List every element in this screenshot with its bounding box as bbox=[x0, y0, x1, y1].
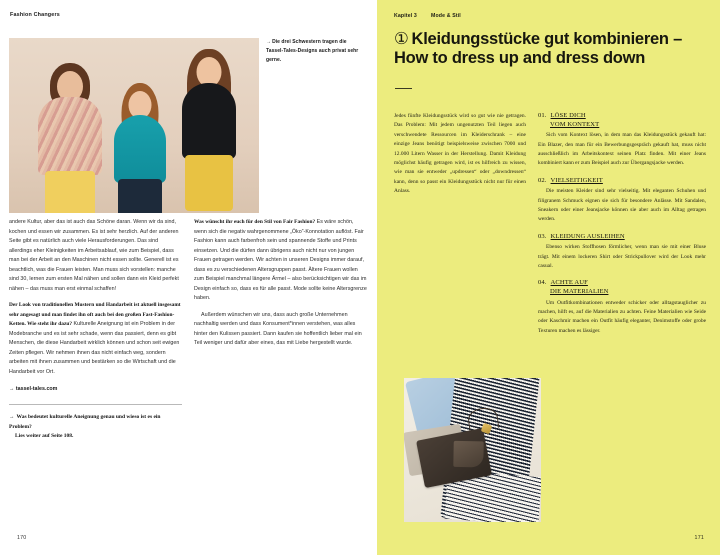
figure-left bbox=[31, 53, 109, 213]
interview-answer: Es wäre schön, wenn sich die negativ wahrgenommene „Öko“-Konnotation auflöst. Fair Fashion kann auch farbenfroh sein und spannende Stoffe und Prints einsetzen. Und die dürfen dann übrigens auch nicht nur von jungen Frauen getragen werden. Wir achten in unseren Designs immer darauf, dass es zu verschiedenen Altersgruppen passt. Ältere Frauen wollen zum Beispiel manchmal längere Ärmel – also berücksichtigen wir das im Design einfach so, dass es für alle passt. Mode sollte keine Altersgrenze haben. bbox=[194, 219, 367, 301]
right-page bbox=[377, 0, 720, 555]
see-also-note[interactable] bbox=[9, 413, 182, 442]
tip-title-line-one: ACHTE AUF bbox=[550, 279, 588, 287]
tip-number: 03. bbox=[538, 232, 547, 240]
see-also-line-two: Lies weiter auf Seite 108. bbox=[15, 433, 74, 440]
interview-question: Der Look von traditionellen Mustern und Handarbeit ist aktuell insgesamt sehr angesagt und man findet ihn oft auch bei den großen Fast-Fashion-Ketten. Wie steht ihr dazu? bbox=[9, 302, 181, 327]
tip-body: Sich vom Kontext lösen, in dem man das Kleidungsstück gekauft hat: Ein Blazer, den man für ein Bewerbungsgespräch gekauft hat, muss nicht ausschließlich im Arbeitskontext seinen Platz finden. Mit einer Jeans kombiniert kann er zum Beispiel auch zur Übergangsjacke werden. bbox=[538, 132, 706, 167]
page-title bbox=[394, 30, 706, 69]
tip-item-01 bbox=[538, 112, 706, 169]
tip-title-line-one: VIELSEITIGKEIT bbox=[550, 176, 603, 184]
tip-title-line-two: VOM KONTEXT bbox=[550, 120, 600, 128]
see-also-line-one: Was bedeutet kulturelle Aneignung genau und wieso ist es ein Problem? bbox=[9, 414, 161, 430]
figure-right bbox=[169, 45, 249, 213]
three-sisters-photo bbox=[9, 38, 259, 213]
paragraph-continuation: andere Kultur, aber das ist auch das Schöne daran. Wenn wir da sind, kochen und essen wir zusammen. Es ist sehr herzlich. Auf der anderen Seite gibt es natürlich auch viele Herausforderungen. Das sind allerdings eher Kleinigkeiten im Arbeitsablauf, wie zum Beispiel, dass man bei der Arbeit an den Maschinen nicht essen sollte. Generell ist es beachtlich, was die Frauen leisten. Man muss sich vorstellen: manche sind 30, lernen zum ersten Mal nähen und sollen dann ein Kleid perfekt nähen – das muss man erst einmal schaffen! bbox=[9, 219, 179, 292]
page-title-line-one: Kleidungsstücke gut kombinieren – bbox=[411, 30, 683, 48]
chapter-label: Kapitel 3 bbox=[394, 13, 417, 19]
tip-item-03 bbox=[538, 233, 706, 272]
page-number-right: 171 bbox=[694, 535, 704, 541]
tip-item-04 bbox=[538, 279, 706, 336]
intro-column bbox=[394, 112, 526, 344]
torso-shape bbox=[114, 115, 166, 183]
tip-number: 04. bbox=[538, 279, 547, 287]
divider-rule bbox=[9, 404, 182, 405]
right-page-columns bbox=[394, 112, 706, 344]
tip-title-line-two: DIE MATERIALIEN bbox=[550, 287, 609, 295]
interview-question: Was wünscht ihr euch für den Stil von Fair Fashion? bbox=[194, 219, 316, 225]
legs-shape bbox=[118, 179, 162, 213]
interview-answer: Kulturelle Aneignung ist ein Problem in der Modebranche und es ist sehr schade, wenn das passiert, denn es gibt Menschen, die diese Handarbeit wirklich können und schon seit ewigen Zeiten pflegen. Wir nehmen ihnen das nicht einfach weg, sondern arbeiten mit ihnen zusammen und bestärken so die Wirtschaft und die Handarbeit vor Ort. bbox=[9, 321, 180, 375]
torso-shape bbox=[182, 83, 236, 159]
running-head-right bbox=[394, 13, 461, 19]
tip-item-02 bbox=[538, 177, 706, 225]
running-head-left: Fashion Changers bbox=[10, 12, 60, 18]
tip-body: Ebenso wirken Stoffhosen förmlicher, wenn man sie mit einer Bluse trägt. Mit einem lockeren Shirt oder Strickpullover wird der Look mehr casual. bbox=[538, 244, 706, 269]
photo-caption-text: Die drei Schwestern tragen die Tassel-Tales-Designs auch privat sehr gerne. bbox=[266, 39, 359, 63]
tips-column bbox=[538, 112, 706, 344]
flatlay-photo bbox=[404, 378, 541, 522]
arrow-right-icon: → bbox=[266, 39, 272, 45]
circled-one-icon: ① bbox=[394, 30, 409, 48]
interview-qa-one bbox=[9, 301, 182, 377]
arrow-right-icon: → bbox=[9, 386, 15, 392]
tip-body: Um Outfitkombinationen entweder schicker oder alltagstauglicher zu machen, hilft es, auf die Materialien zu achten. Feine Materialien wie Seide oder Kaschmir machen ein Outfit häufig eleganter, Denimstoffe oder grobe Texturen machen es lässiger. bbox=[538, 299, 706, 334]
photo-caption bbox=[266, 38, 362, 64]
website-link[interactable] bbox=[9, 386, 182, 392]
tip-heading bbox=[538, 112, 706, 129]
tip-number: 01. bbox=[538, 112, 547, 119]
legs-shape bbox=[185, 155, 233, 211]
column-two bbox=[194, 218, 367, 442]
website-link-label: tassel-tales.com bbox=[15, 386, 58, 392]
legs-shape bbox=[45, 171, 95, 213]
tip-heading bbox=[538, 177, 706, 186]
tip-title-line-one: KLEIDUNG AUSLEIHEN bbox=[550, 232, 625, 240]
arrow-right-icon: → bbox=[9, 414, 15, 420]
page-title-line-two: How to dress up and dress down bbox=[394, 49, 646, 68]
tip-title-line-one: LÖSE DICH bbox=[550, 112, 586, 119]
tip-number: 02. bbox=[538, 176, 547, 184]
tip-heading bbox=[538, 279, 706, 296]
torso-shape bbox=[38, 97, 102, 175]
figure-center bbox=[105, 61, 175, 213]
interview-qa-two bbox=[194, 218, 367, 304]
section-label: Mode & Stil bbox=[430, 13, 461, 19]
column-one bbox=[9, 218, 182, 442]
title-divider-rule bbox=[395, 88, 412, 89]
intro-paragraph: Jedes fünfte Kleidungsstück wird so gut wie nie getragen. Das Problem: Mit jedem ungenutzten Teil liegen auch verschwendete Ressourcen im Kleiderschrank – eine einzige Jeans benötigt beispielsweise zwischen 7000 und 12.000 Litern Wasser in der Herstellung. Damit Kleidung möglichst häufig getragen wird, ist es hilfreich zu wissen, wie man sie entweder „updressen“ oder „downdressen“ kann, denn so passt ein Kleidungsstück nicht nur für einen Anlass. bbox=[394, 113, 526, 194]
page-number-left: 170 bbox=[17, 535, 27, 541]
tip-heading bbox=[538, 233, 706, 242]
tip-body: Die meisten Kleider sind sehr vielseitig. Mit eleganten Schuhen und filigranem Schmuck eignen sie sich für besondere Anlässe. Mit Sandalen, Sneakern oder einer Jeansjacke können sie aber auch im Alltag getragen werden. bbox=[538, 188, 706, 223]
paragraph-closing: Außerdem wünschen wir uns, dass auch große Unternehmen nachhaltig werden und dass Konsument*innen verstehen, was alles hinter den Kulissen passiert. Dann kaufen sie hoffentlich lieber mal ein Teil weniger und dafür aber eines, das mit Liebe hergestellt wurde. bbox=[194, 311, 362, 346]
left-page-columns bbox=[9, 218, 367, 442]
